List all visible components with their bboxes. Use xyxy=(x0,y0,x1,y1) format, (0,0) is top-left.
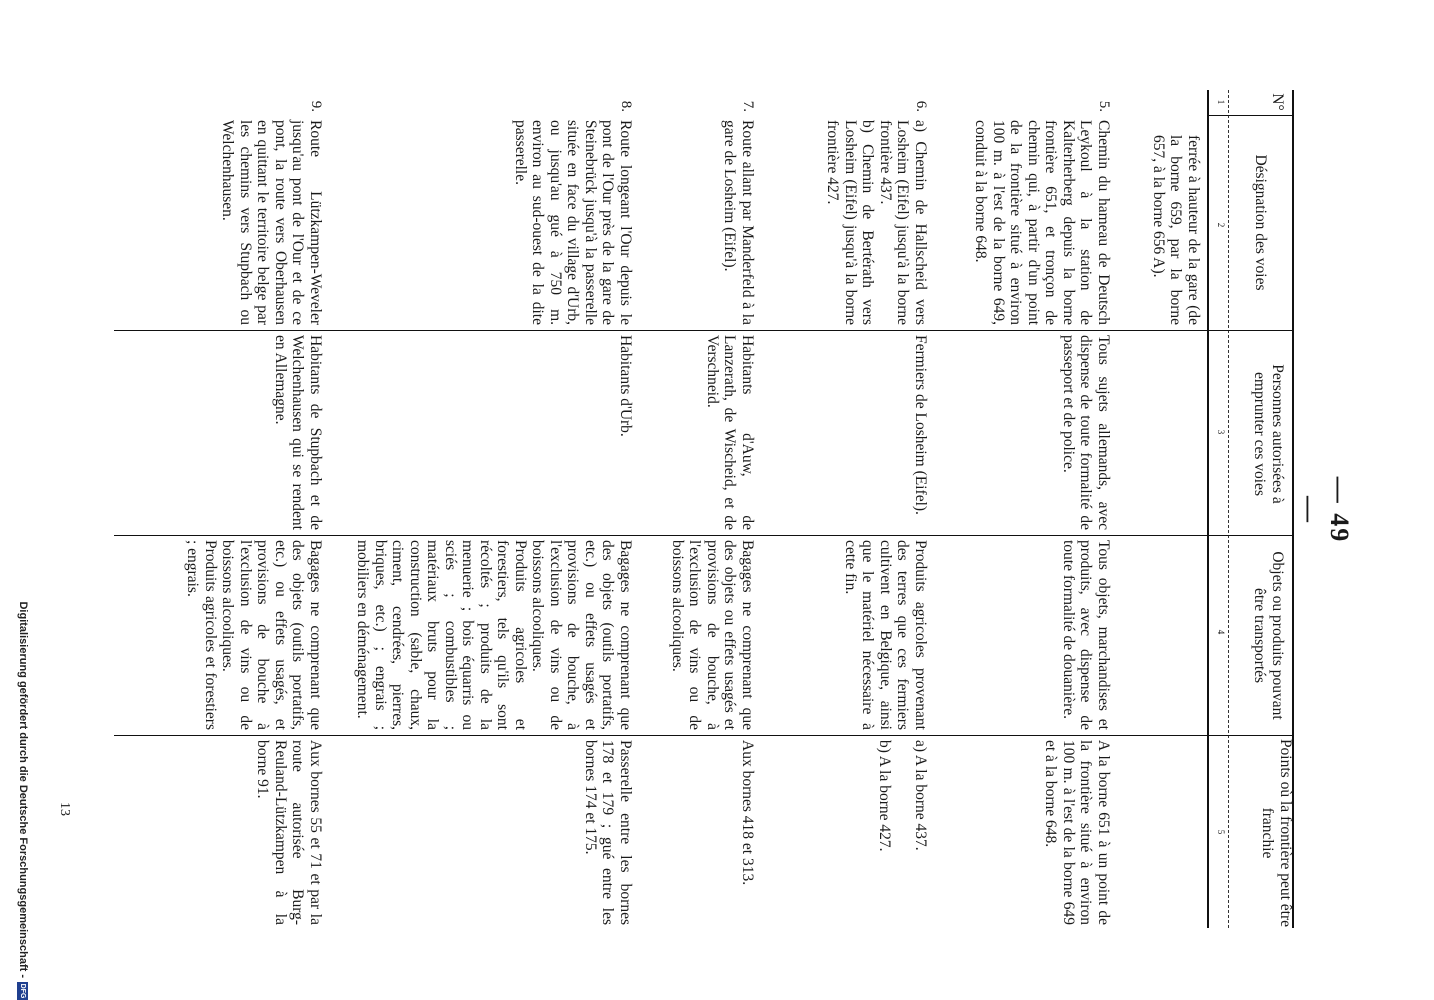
header-no: N° xyxy=(1269,93,1286,111)
row5-points: A la borne 651 à un point de la frontière situé à environ 100 m. à l'est de la borne 649 et à la borne 648. xyxy=(1042,740,1112,925)
header-personnes: Personnes autorisées à emprunter ces voies xyxy=(1251,364,1286,504)
col-rule-2 xyxy=(114,330,1294,331)
row7-personnes: Habitants d'Auw, de Lanzerath, de Wischeid, et de Verschneid. xyxy=(704,335,756,530)
row5-designation: Chemin du hameau de Deutsch Leykoul à la station de Kalterherberg depuis la borne frontière 651, et tronçon de chemin qui, à partir d'un point de la frontière situé à environ 100 m. à l'est de la borne 649, conduit à la borne 648. xyxy=(972,120,1112,325)
row6-designation: a) Chemin de Hallscheid vers Losheim (Eifel) jusqu'à la borne frontière 437. b) Chemin de Bertérath vers Losheim (Eifel) jusqu'à la borne frontière 427. xyxy=(824,120,929,325)
header-number-rule xyxy=(1228,90,1229,928)
digitization-footer xyxy=(17,0,29,1000)
header-bottom-rule xyxy=(1207,90,1209,928)
row9-objets: Bagages ne comprenant que des objets (outils portatifs, etc.) ou effets usagés, et provisions de bouche à l'exclusion de vins ou de boissons alcooliques. Produits agricoles et forestiers ; engrais. xyxy=(184,540,324,730)
row5-objets: Tous objets, marchandises et produits, avec dispense de toute formalité de douanière. xyxy=(1060,540,1112,730)
col-num-2: 2 xyxy=(1216,222,1226,228)
row8-objets: Bagages ne comprenant que des objets (outils portatifs, etc.) ou effets usagés et provisions de bouche, à l'exclusion de vins ou de boissons alcooliques. Produits agricoles et forestiers, tels qu'ils sont récoltés ; produits de la menuerie ; bois équarris ou sciés ; combustibles ; matériaux bruts pour la construction (sable, chaux, ciment, cendrées, pierres, briques, etc.) ; engrais ; mobiliers en déménagement. xyxy=(354,540,634,730)
row6-points: a) A la borne 437. b) A la borne 427. xyxy=(876,740,929,852)
row9-designation: Route Lützkampen-Weveler jusqu'au pont de l'Our et de ce pont, la route vers Oberhausen en quittant le territoire belge par les chemins vers Stupbach ou Welchenhausen. xyxy=(219,120,324,325)
page-number: — 49 — xyxy=(1295,476,1354,544)
col-num-3: 3 xyxy=(1216,429,1226,435)
row0-designation: ferrée à hauteur de la gare (de la borne 659, par la borne 657, à la borne 656 A). xyxy=(1150,135,1202,325)
col-rule-3 xyxy=(114,535,1294,536)
row7-designation: Route allant par Manderfeld à la gare de Losheim (Eifel). xyxy=(721,120,756,325)
row5-number: 5. xyxy=(1096,100,1112,112)
row6-objets: Produits agricoles provenant des terres que ces fermiers cultivent en Belgique, ainsi que le matériel nécessaire à cette fin. xyxy=(842,540,929,730)
header-objets: Objets ou produits pouvant être transportés xyxy=(1251,551,1286,720)
row9-number: 9. xyxy=(308,100,324,112)
row8-points: Passerelle entre les bornes 178 et 179 ; gué entre les bornes 174 et 175. xyxy=(582,740,634,925)
col-rule-4 xyxy=(114,735,1294,736)
dfg-logo-icon: DFG xyxy=(19,983,27,999)
col-num-4: 4 xyxy=(1216,629,1226,635)
row8-designation: Route longeant l'Our depuis le pont de l'Our près de la gare de Steinebrück jusqu'à la passerelle située en face du village d'Urb, ou jusqu'au gué à 750 m. environ au sud-ouest de la dite passerelle. xyxy=(512,120,634,325)
bottom-page-number: 13 xyxy=(57,802,72,816)
footer-text: Digitalisierung gefördert durch die Deutsche Forschungsgemeinschaft - xyxy=(17,601,29,978)
row7-objets: Bagages ne comprenant que des objets ou effets usagés et provisions de bouche, à l'exclusion de vins ou de boissons alcooliques. xyxy=(669,540,756,730)
row7-number: 7. xyxy=(740,100,756,112)
row6-personnes: Fermiers de Losheim (Eifel). xyxy=(912,335,929,515)
row9-personnes: Habitants de Stupbach et de Welchenhausen qui se rendent en Allemagne. xyxy=(272,335,324,530)
col-num-1: 1 xyxy=(1216,99,1226,105)
row6-number: 6. xyxy=(913,100,929,112)
row9-points: Aux bornes 55 et 71 et par la route autorisée Burg-Reuland-Lützkampen à la borne 91. xyxy=(254,740,324,925)
header-designation: Désignation des voies xyxy=(1252,154,1269,291)
row8-personnes: Habitants d'Urb. xyxy=(617,335,634,437)
row8-number: 8. xyxy=(618,100,634,112)
row5-personnes: Tous sujets allemands, avec dispense de toute formalité de passeport et de police. xyxy=(1060,335,1112,530)
row7-points: Aux bornes 418 et 313. xyxy=(739,740,756,886)
header-points: Points où la frontière peut être franchie xyxy=(1259,738,1294,928)
col-num-5: 5 xyxy=(1216,829,1226,835)
